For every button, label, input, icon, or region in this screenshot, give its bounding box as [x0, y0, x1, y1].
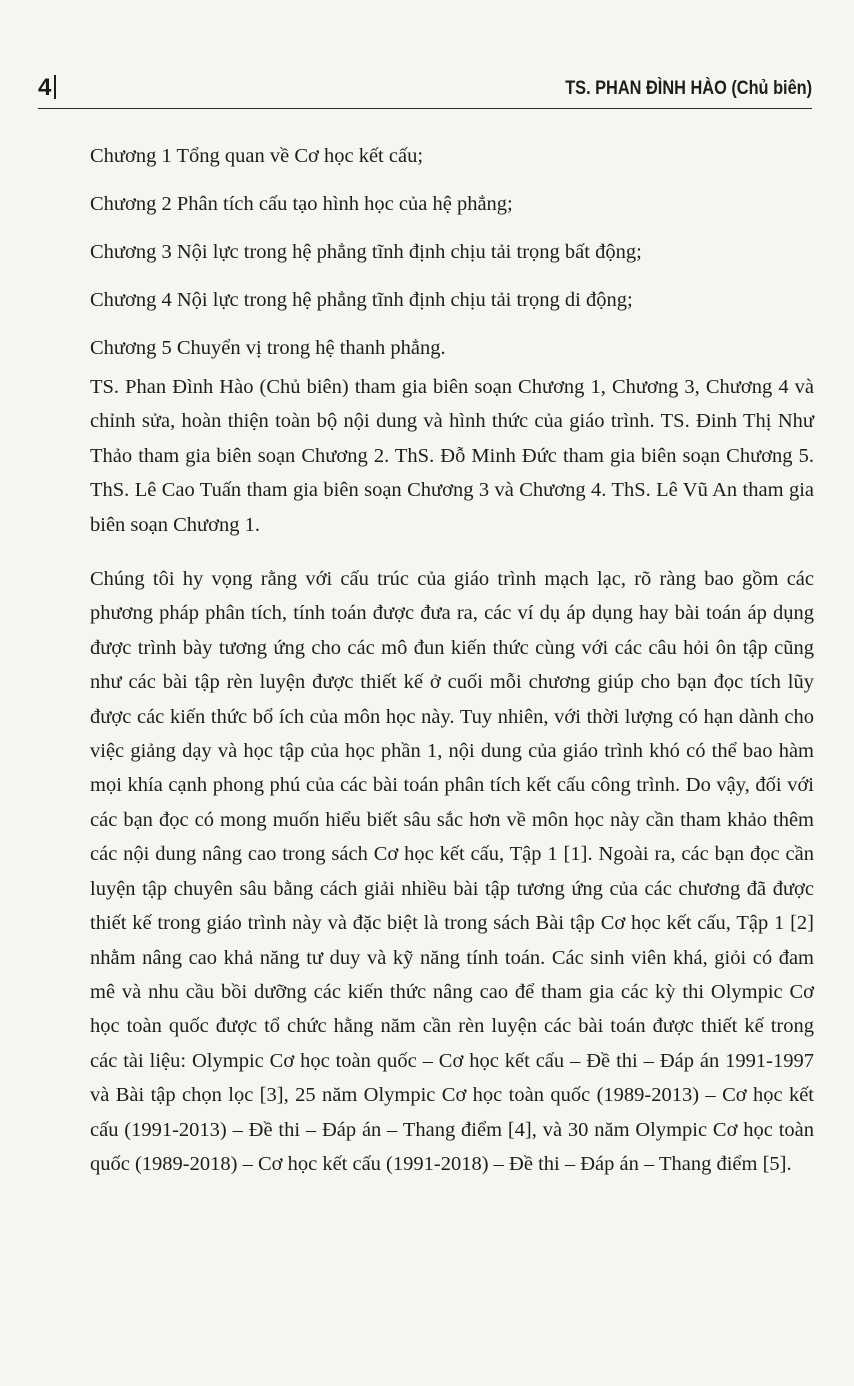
authors-paragraph: TS. Phan Đình Hào (Chủ biên) tham gia biên soạn Chương 1, Chương 3, Chương 4 và chỉnh sửa, hoàn thiện toàn bộ nội dung và hình thức của giáo trình. TS. Đinh Thị Như Thảo tham gia biên soạn Chương 2. ThS. Đỗ Minh Đức tham gia biên soạn Chương 5. ThS. Lê Cao Tuấn tham gia biên soạn Chương 3 và Chương 4. ThS. Lê Vũ An tham gia biên soạn Chương 1. [90, 376, 814, 536]
chapter-item: Chương 1 Tổng quan về Cơ học kết cấu; [90, 145, 424, 167]
chapter-item: Chương 2 Phân tích cấu tạo hình học của hệ phẳng; [90, 193, 513, 215]
page-number-divider [54, 75, 56, 99]
page-number-value: 4 [38, 74, 52, 101]
chapter-item: Chương 4 Nội lực trong hệ phẳng tĩnh định chịu tải trọng di động; [90, 289, 633, 311]
chapter-list [90, 132, 810, 372]
chapter-item: Chương 3 Nội lực trong hệ phẳng tĩnh định chịu tải trọng bất động; [90, 241, 642, 263]
body-text [90, 370, 814, 1181]
closing-paragraph: Chúng tôi hy vọng rằng với cấu trúc của giáo trình mạch lạc, rõ ràng bao gồm các phương pháp phân tích, tính toán được đưa ra, các ví dụ áp dụng hay bài toán áp dụng được trình bày tương ứng cho các mô đun kiến thức cùng với các câu hỏi ôn tập cũng như các bài tập rèn luyện được thiết kế ở cuối mỗi chương giúp cho bạn đọc tích lũy được các kiến thức bổ ích của môn học này. Tuy nhiên, với thời lượng có hạn dành cho việc giảng dạy và học tập của học phần 1, nội dung của giáo trình khó có thể bao hàm mọi khía cạnh phong phú của các bài toán phân tích kết cấu công trình. Do vậy, đối với các bạn đọc có mong muốn hiểu biết sâu sắc hơn về môn học này cần tham khảo thêm các nội dung nâng cao trong sách Cơ học kết cấu, Tập 1 [1]. Ngoài ra, các bạn đọc cần luyện tập chuyên sâu bằng cách giải nhiều bài tập tương ứng của các chương đã được thiết kế trong giáo trình này và đặc biệt là trong sách Bài tập Cơ học kết cấu, Tập 1 [2] nhằm nâng cao khả năng tư duy và kỹ năng tính toán. Các sinh viên khá, giỏi có đam mê và nhu cầu bồi dưỡng các kiến thức nâng cao để tham gia các kỳ thi Olympic Cơ học toàn quốc được tổ chức hằng năm cần rèn luyện các bài toán được thiết kế trong các tài liệu: Olympic Cơ học toàn quốc – Cơ học kết cấu – Đề thi – Đáp án 1991-1997 và Bài tập chọn lọc [3], 25 năm Olympic Cơ học toàn quốc (1989-2013) – Cơ học kết cấu (1991-2013) – Đề thi – Đáp án – Thang điểm [4], và 30 năm Olympic Cơ học toàn quốc (1989-2018) – Cơ học kết cấu (1991-2018) – Đề thi – Đáp án – Thang điểm [5]. [90, 568, 814, 1175]
chapter-item: Chương 5 Chuyển vị trong hệ thanh phẳng. [90, 337, 446, 359]
running-head: TS. PHAN ĐÌNH HÀO (Chủ biên) [565, 78, 812, 99]
page-header [38, 72, 812, 109]
page-number [38, 74, 56, 102]
